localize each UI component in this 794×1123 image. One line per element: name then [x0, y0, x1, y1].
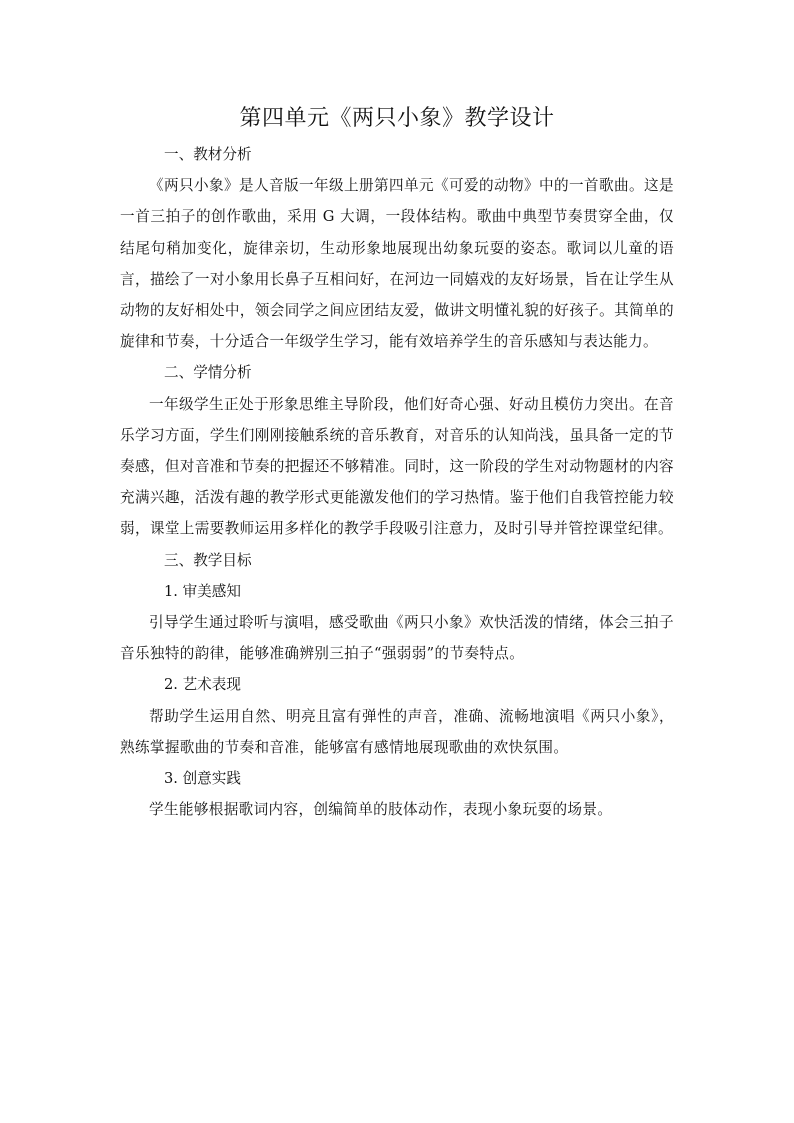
paragraph-aesthetic-perception: 引导学生通过聆听与演唱，感受歌曲《两只小象》欢快活泼的情绪，体会三拍子音乐独特的韵律，能够准确辨别三拍子“强弱弱”的节奏特点。	[120, 614, 674, 663]
section-heading-material-analysis: 一、教材分析	[164, 146, 252, 163]
paragraph-artistic-expression: 帮助学生运用自然、明亮且富有弹性的声音，准确、流畅地演唱《两只小象》，熟练掌握歌曲的节奏和音准，能够富有感情地展现歌曲的欢快氛围。	[120, 707, 674, 756]
section-heading-teaching-goals: 三、教学目标	[164, 551, 252, 569]
goal-label-aesthetic-perception: 1. 审美感知	[164, 582, 241, 600]
paragraph-material-analysis: 《两只小象》是人音版一年级上册第四单元《可爱的动物》中的一首歌曲。这是一首三拍子的创作歌曲，采用 G 大调，一段体结构。歌曲中典型节奏贯穿全曲，仅结尾句稍加变化，旋律亲切，生动形象地展现出幼象玩耍的姿态。歌词以儿童的语言，描绘了一对小象用长鼻子互相问好，在河边一同嬉戏的友好场景，旨在让学生从动物的友好相处中，领会同学之间应团结友爱，做讲文明懂礼貌的好孩子。其简单的旋律和节奏，十分适合一年级学生学习，能有效培养学生的音乐感知与表达能力。	[120, 177, 674, 351]
section-heading-student-analysis: 二、学情分析	[164, 364, 252, 382]
paragraph-student-analysis: 一年级学生正处于形象思维主导阶段，他们好奇心强、好动且模仿力突出。在音乐学习方面，学生们刚刚接触系统的音乐教育，对音乐的认知尚浅，虽具备一定的节奏感，但对音准和节奏的把握还不够精准。同时，这一阶段的学生对动物题材的内容充满兴趣，活泼有趣的教学形式更能激发他们的学习热情。鉴于他们自我管控能力较弱，课堂上需要教师运用多样化的教学手段吸引注意力，及时引导并管控课堂纪律。	[120, 395, 674, 538]
paragraph-creative-practice: 学生能够根据歌词内容，创编简单的肢体动作，表现小象玩耍的场景。	[149, 801, 613, 819]
goal-label-artistic-expression: 2. 艺术表现	[164, 676, 241, 694]
goal-label-creative-practice: 3. 创意实践	[164, 770, 241, 788]
document-title: 第四单元《两只小象》教学设计	[239, 106, 555, 131]
document-body	[120, 139, 674, 825]
